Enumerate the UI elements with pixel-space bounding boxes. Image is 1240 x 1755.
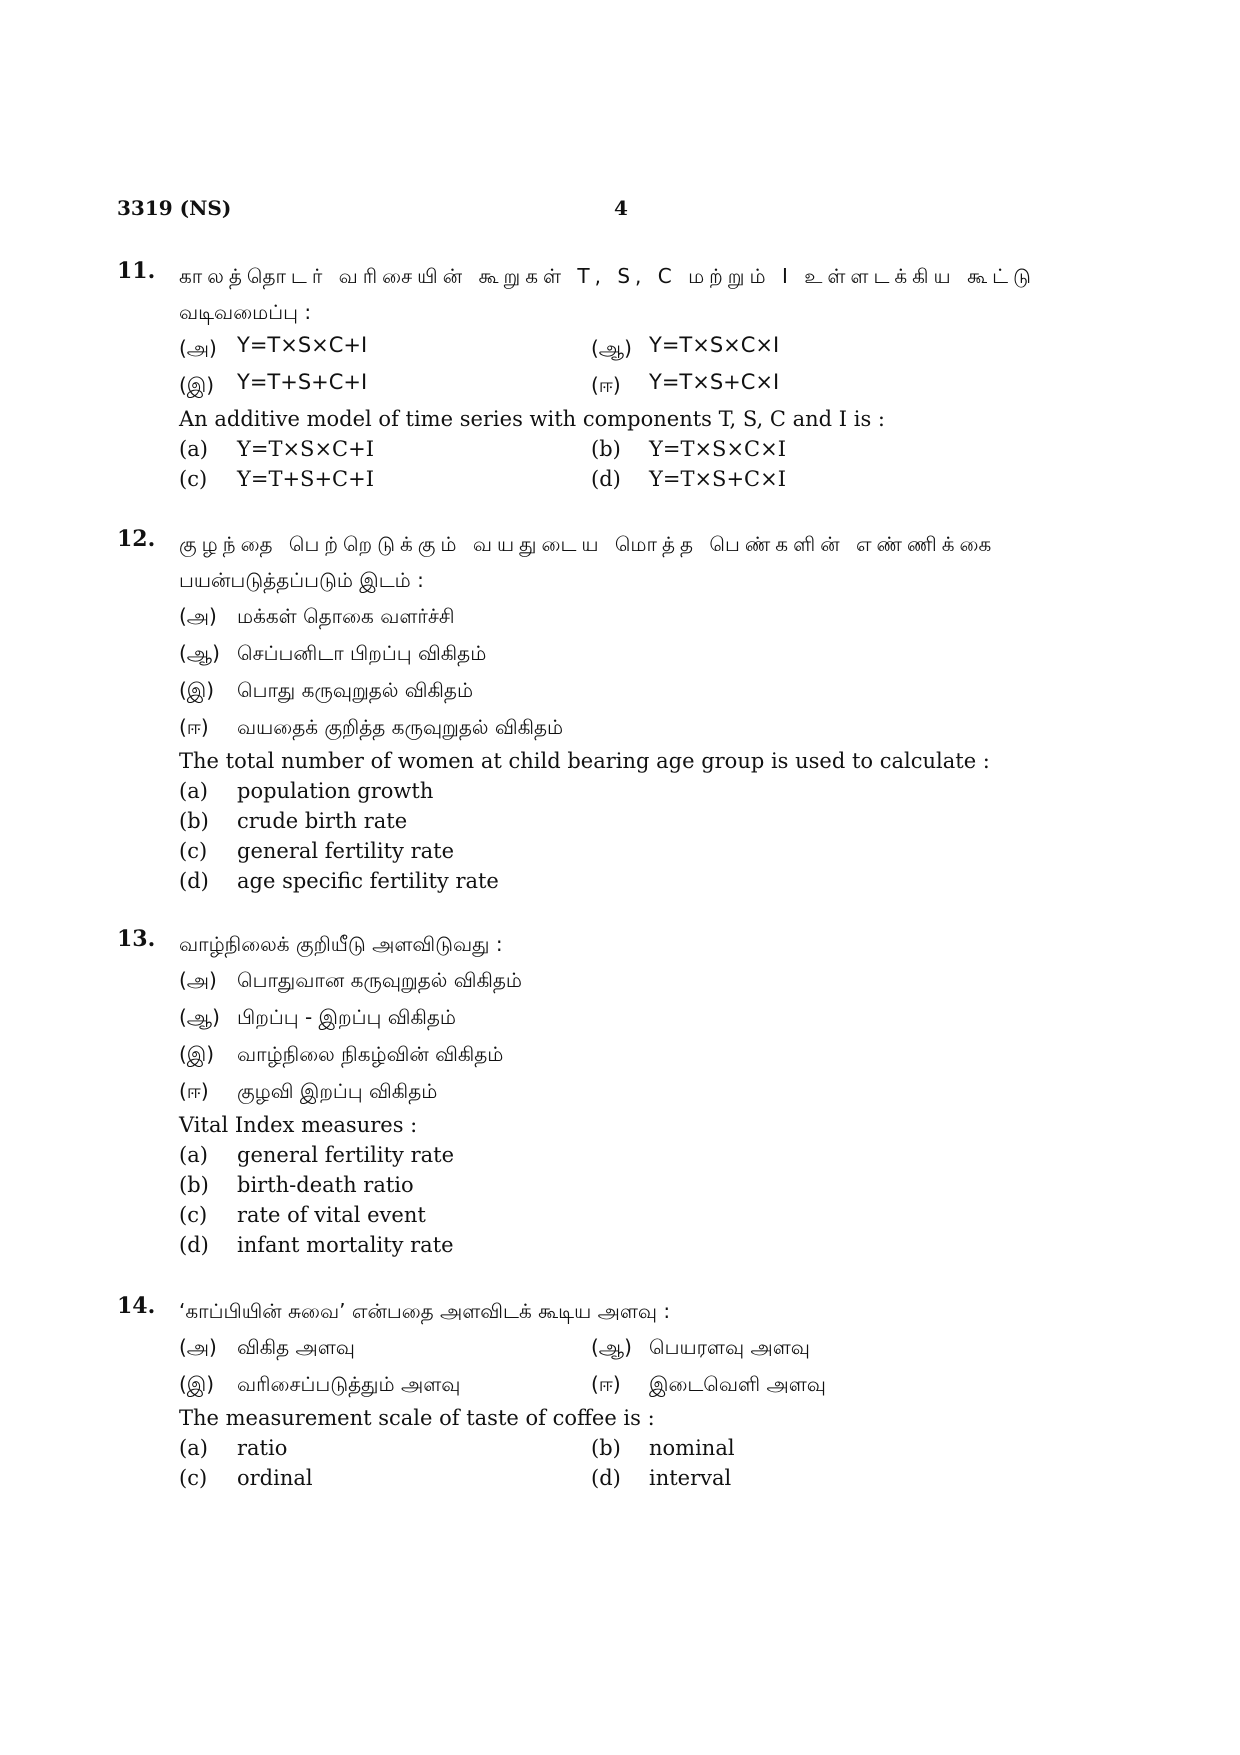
- option-label: (ஆ): [591, 336, 632, 360]
- option-text: Y=T+S+C+I: [237, 370, 368, 394]
- option-label: (ஆ): [591, 1335, 632, 1359]
- english-options-row: [179, 464, 1077, 494]
- question-12: [117, 526, 1077, 896]
- question-13: [117, 926, 1077, 1260]
- option-label: (ஈ): [591, 373, 621, 397]
- english-stem: The measurement scale of taste of coffee is :: [179, 1406, 655, 1430]
- option-text: infant mortality rate: [237, 1233, 454, 1257]
- option-text: Y=T×S×C+I: [237, 333, 368, 357]
- paper-code: 3319 (NS): [117, 196, 232, 220]
- tamil-options-row: [179, 1366, 1077, 1403]
- option-text: பிறப்பு - இறப்பு விகிதம்: [237, 1005, 457, 1029]
- option-label: (ஈ): [179, 1079, 209, 1103]
- option-text: rate of vital event: [237, 1203, 426, 1227]
- english-option: [179, 836, 1077, 866]
- option-label: (ஆ): [179, 641, 220, 665]
- tamil-option: [179, 709, 1077, 746]
- english-option: [179, 1200, 1077, 1230]
- option-text: குழவி இறப்பு விகிதம்: [237, 1079, 438, 1103]
- option-label: (d): [179, 869, 209, 893]
- english-stem: Vital Index measures :: [179, 1113, 418, 1137]
- option-text: birth-death ratio: [237, 1173, 414, 1197]
- option-text: crude birth rate: [237, 809, 408, 833]
- option-label: (இ): [179, 1042, 215, 1066]
- english-option: [179, 1170, 1077, 1200]
- option-label: (அ): [179, 604, 217, 628]
- tamil-stem: ‘காப்பியின் சுவை’ என்பதை அளவிடக் கூடிய அளவு :: [179, 1299, 671, 1323]
- option-text: இடைவெளி அளவு: [649, 1372, 826, 1396]
- option-label: (b): [591, 437, 621, 461]
- tamil-option: [179, 962, 1077, 999]
- tamil-stem-cont: பயன்படுத்தப்படும் இடம் :: [179, 568, 424, 592]
- tamil-option: [179, 1036, 1077, 1073]
- option-label: (ஈ): [179, 715, 209, 739]
- option-label: (இ): [179, 678, 215, 702]
- option-text: Y=T×S×C+I: [237, 437, 375, 461]
- option-text: செப்பனிடா பிறப்பு விகிதம்: [237, 641, 487, 665]
- option-text: general fertility rate: [237, 1143, 455, 1167]
- option-label: (a): [179, 1436, 208, 1460]
- english-options-row: [179, 434, 1077, 464]
- tamil-options-row: [179, 367, 1077, 404]
- option-label: (a): [179, 1143, 208, 1167]
- option-label: (b): [179, 1173, 209, 1197]
- option-text: மக்கள் தொகை வளர்ச்சி: [237, 604, 455, 628]
- question-11: [117, 258, 1077, 494]
- page-number: 4: [614, 196, 628, 220]
- option-text: ratio: [237, 1436, 288, 1460]
- option-label: (d): [591, 1466, 621, 1490]
- english-option: [179, 1230, 1077, 1260]
- option-label: (இ): [179, 373, 215, 397]
- option-label: (d): [179, 1233, 209, 1257]
- option-text: Y=T×S×C×I: [649, 333, 780, 357]
- option-text: Y=T+S+C+I: [237, 467, 375, 491]
- option-text: Y=T×S+C×I: [649, 467, 787, 491]
- option-text: பொதுவான கருவுறுதல் விகிதம்: [237, 968, 523, 992]
- english-option: [179, 866, 1077, 896]
- option-label: (b): [591, 1436, 621, 1460]
- question-number: 12.: [117, 526, 156, 552]
- tamil-option: [179, 999, 1077, 1036]
- tamil-option: [179, 672, 1077, 709]
- question-number: 11.: [117, 258, 156, 284]
- tamil-stem: வாழ்நிலைக் குறியீடு அளவிடுவது :: [179, 932, 503, 956]
- option-label: (ஆ): [179, 1005, 220, 1029]
- option-text: பெயரளவு அளவு: [649, 1335, 810, 1359]
- option-text: age specific fertility rate: [237, 869, 499, 893]
- english-option: [179, 1140, 1077, 1170]
- option-label: (c): [179, 839, 208, 863]
- option-text: interval: [649, 1466, 732, 1490]
- english-options-row: [179, 1463, 1077, 1493]
- tamil-stem-cont: வடிவமைப்பு :: [179, 300, 312, 324]
- option-label: (d): [591, 467, 621, 491]
- tamil-options-row: [179, 330, 1077, 367]
- option-label: (அ): [179, 1335, 217, 1359]
- tamil-stem: காலத்தொடர் வரிசையின் கூறுகள் T, S, C மற்றும் I உள்ளடக்கிய கூட்டு: [179, 264, 1036, 288]
- option-label: (b): [179, 809, 209, 833]
- tamil-option: [179, 635, 1077, 672]
- option-label: (ஈ): [591, 1372, 621, 1396]
- option-label: (a): [179, 779, 208, 803]
- question-number: 14.: [117, 1293, 156, 1319]
- tamil-stem: குழந்தை பெற்றெடுக்கும் வயதுடைய மொத்த பெண்களின் எண்ணிக்கை: [179, 532, 997, 556]
- english-stem: The total number of women at child bearing age group is used to calculate :: [179, 749, 990, 773]
- option-text: வயதைக் குறித்த கருவுறுதல் விகிதம்: [237, 715, 564, 739]
- option-text: பொது கருவுறுதல் விகிதம்: [237, 678, 474, 702]
- option-text: விகித அளவு: [237, 1335, 355, 1359]
- question-number: 13.: [117, 926, 156, 952]
- option-text: வரிசைப்படுத்தும் அளவு: [237, 1372, 461, 1396]
- tamil-option: [179, 598, 1077, 635]
- english-option: [179, 776, 1077, 806]
- question-14: [117, 1293, 1077, 1493]
- tamil-option: [179, 1073, 1077, 1110]
- option-label: (இ): [179, 1372, 215, 1396]
- option-text: general fertility rate: [237, 839, 455, 863]
- tamil-options-row: [179, 1329, 1077, 1366]
- english-stem: An additive model of time series with components T, S, C and I is :: [179, 407, 886, 431]
- english-options-row: [179, 1433, 1077, 1463]
- option-label: (a): [179, 437, 208, 461]
- option-text: nominal: [649, 1436, 735, 1460]
- option-text: Y=T×S×C×I: [649, 437, 787, 461]
- option-text: வாழ்நிலை நிகழ்வின் விகிதம்: [237, 1042, 504, 1066]
- option-text: Y=T×S+C×I: [649, 370, 780, 394]
- option-label: (c): [179, 1203, 208, 1227]
- option-text: ordinal: [237, 1466, 313, 1490]
- english-option: [179, 806, 1077, 836]
- option-label: (அ): [179, 336, 217, 360]
- option-label: (அ): [179, 968, 217, 992]
- option-label: (c): [179, 467, 208, 491]
- option-label: (c): [179, 1466, 208, 1490]
- option-text: population growth: [237, 779, 434, 803]
